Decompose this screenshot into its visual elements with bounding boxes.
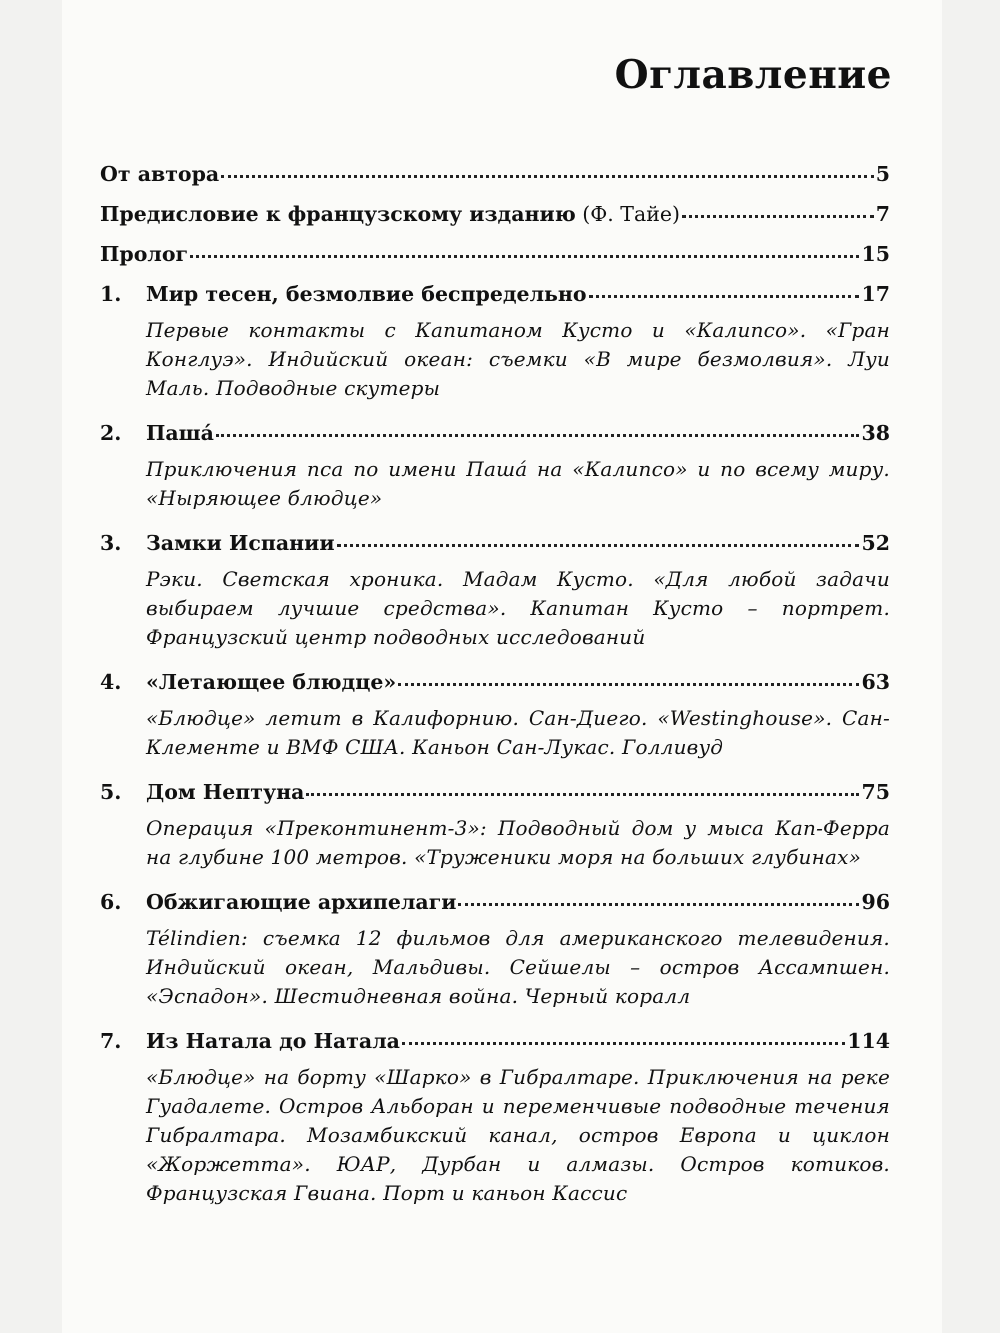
dot-leader	[458, 883, 859, 906]
toc-entry-title: Из Натала до Натала	[146, 1029, 400, 1053]
toc-entry-author: (Ф. Тайе)	[575, 202, 680, 226]
chapter-summary: «Блюдце» на борту «Шарко» в Гибралтаре. Приключения на реке Гуадалете. Остров Альборан и переменчивые подводные течения Гибралтара. Мозамбикский канал, остров Европа и циклон «Жоржетта». ЮАР, Дурбан и алмазы. Остров котиков. Французская Гвиана. Порт и каньон Кассис	[146, 1065, 890, 1205]
chapter-number: 6.	[100, 890, 122, 914]
toc-entry-title: Замки Испании	[146, 531, 335, 555]
dot-leader	[337, 524, 860, 547]
table-of-contents	[100, 154, 890, 1218]
chapter-number: 5.	[100, 780, 122, 804]
chapter-summary: Первые контакты с Капитаном Кусто и «Калипсо». «Гран Конглуэ». Индийский океан: съемки «В мире безмолвия». Луи Маль. Подводные скутеры	[146, 318, 890, 400]
dot-leader	[306, 773, 859, 796]
toc-entry-page: 52	[861, 531, 890, 555]
toc-entry-page: 38	[861, 421, 890, 445]
toc-entry-title: Обжигающие архипелаги	[146, 890, 457, 914]
toc-entry-page: 75	[861, 780, 890, 804]
toc-entry[interactable]	[100, 154, 890, 194]
toc-entry[interactable]	[100, 413, 890, 453]
chapter-number: 1.	[100, 282, 122, 306]
page-title: Оглавление	[614, 52, 892, 98]
toc-entry-page: 7	[875, 202, 890, 226]
dot-leader	[190, 235, 859, 258]
dot-leader	[682, 195, 874, 218]
chapter-summary: Télindien: съемка 12 фильмов для американского телевидения. Индийский океан, Мальдивы. Сейшелы – остров Ассампшен. «Эспадон». Шестидневная война. Черный коралл	[146, 926, 890, 1008]
toc-entry-title: Предисловие к французскому изданию (Ф. Тайе)	[100, 202, 680, 226]
toc-entry-title: Паша́	[146, 421, 214, 445]
chapter-summary: «Блюдце» летит в Калифорнию. Сан-Диего. «Westinghouse». Сан-Клементе и ВМФ США. Каньон Сан-Лукас. Голливуд	[146, 706, 890, 759]
toc-entry[interactable]	[100, 234, 890, 274]
chapter-number: 3.	[100, 531, 122, 555]
toc-entry-title: От автора	[100, 162, 220, 186]
toc-entry[interactable]	[100, 882, 890, 922]
dot-leader	[216, 414, 860, 437]
toc-entry-title: Пролог	[100, 242, 189, 266]
chapter-summary: Операция «Преконтинент-3»: Подводный дом у мыса Кап-Ферра на глубине 100 метров. «Труженики моря на больших глубинах»	[146, 816, 890, 869]
toc-entry-page: 114	[847, 1029, 890, 1053]
toc-entry-page: 17	[861, 282, 890, 306]
chapter-summary: Приключения пса по имени Паша́ на «Калипсо» и по всему миру. «Ныряющее блюдце»	[146, 457, 890, 510]
dot-leader	[221, 155, 874, 178]
toc-entry[interactable]	[100, 523, 890, 563]
toc-entry-title: Мир тесен, безмолвие беспредельно	[146, 282, 587, 306]
dot-leader	[589, 275, 860, 298]
toc-entry[interactable]	[100, 662, 890, 702]
toc-entry[interactable]	[100, 772, 890, 812]
chapter-summary: Рэки. Светская хроника. Мадам Кусто. «Для любой задачи выбираем лучшие средства». Капитан Кусто – портрет. Французский центр подводных исследований	[146, 567, 890, 649]
dot-leader	[402, 1022, 845, 1045]
toc-entry[interactable]	[100, 274, 890, 314]
toc-entry[interactable]	[100, 1021, 890, 1061]
toc-entry-title: Дом Нептуна	[146, 780, 305, 804]
toc-entry-page: 15	[861, 242, 890, 266]
chapter-number: 4.	[100, 670, 122, 694]
chapter-number: 2.	[100, 421, 122, 445]
toc-entry[interactable]	[100, 194, 890, 234]
toc-entry-title: «Летающее блюдце»	[146, 670, 397, 694]
chapter-number: 7.	[100, 1029, 122, 1053]
toc-entry-page: 5	[875, 162, 890, 186]
dot-leader	[398, 663, 859, 686]
toc-entry-page: 96	[861, 890, 890, 914]
toc-entry-page: 63	[861, 670, 890, 694]
